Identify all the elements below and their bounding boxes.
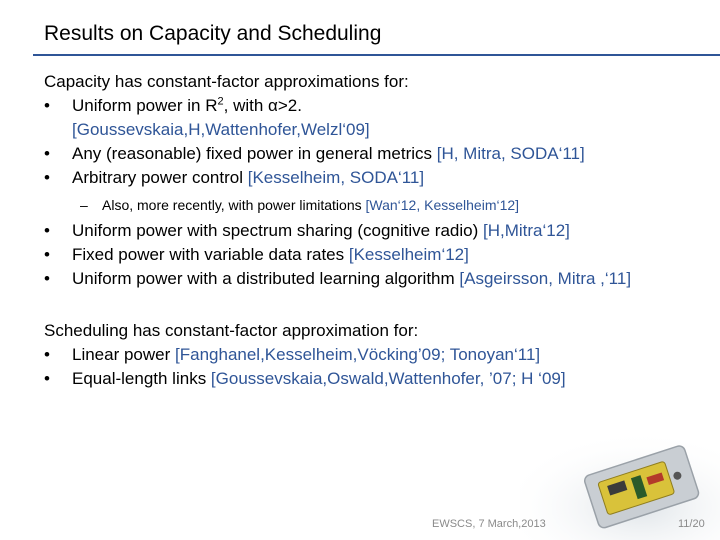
- bullet-text: , with α>2.: [223, 96, 302, 115]
- bullet-uniform-power: [44, 94, 704, 142]
- bullet-text: Uniform power with a distributed learning algorithm: [72, 269, 460, 288]
- footer-event: EWSCS, 7 March,2013: [432, 518, 546, 530]
- bullet-marker: •: [44, 168, 50, 187]
- bullet-marker: •: [44, 144, 50, 163]
- citation: [Asgeirsson, Mitra ,‘11]: [459, 269, 632, 288]
- citation: [Fanghanel,Kesselheim,Vöcking’09; Tonoyan‘11]: [175, 345, 541, 364]
- title-divider: [33, 54, 720, 56]
- citation: [Goussevskaia,H,Wattenhofer,Welzl‘09]: [72, 120, 370, 139]
- bullet-spectrum-sharing: [44, 219, 704, 243]
- bullet-marker: •: [44, 96, 50, 115]
- slide-body: [44, 70, 704, 391]
- bullet-marker: •: [44, 369, 50, 388]
- bullet-linear-power: [44, 343, 704, 367]
- bullet-variable-rates: [44, 243, 704, 267]
- citation: [Goussevskaia,Oswald,Wattenhofer, ’07; H ‘09]: [210, 369, 566, 388]
- capacity-intro: Capacity has constant-factor approximations for:: [44, 72, 409, 91]
- citation: [H,Mitra‘12]: [483, 221, 570, 240]
- bullet-text: Equal-length links: [72, 369, 211, 388]
- bullet-fixed-power: [44, 142, 704, 166]
- citation: [Kesselheim‘12]: [348, 245, 469, 264]
- bullet-text: Arbitrary power control: [72, 168, 248, 187]
- bullet-marker: •: [44, 269, 50, 288]
- citation: [H, Mitra, SODA‘11]: [436, 144, 585, 163]
- bullet-text: Uniform power in R: [72, 96, 218, 115]
- bullet-marker: •: [44, 221, 50, 240]
- scheduling-intro: Scheduling has constant-factor approximation for:: [44, 321, 419, 340]
- slide-title: Results on Capacity and Scheduling: [44, 22, 382, 45]
- sub-bullet-power-limitations: [80, 196, 704, 215]
- citation: [Kesselheim, SODA‘11]: [247, 168, 425, 187]
- bullet-marker: •: [44, 245, 50, 264]
- bullet-text: Any (reasonable) fixed power in general metrics: [72, 144, 437, 163]
- bullet-marker: •: [44, 345, 50, 364]
- bullet-equal-length: [44, 367, 704, 391]
- citation: [Wan‘12, Kesselheim‘12]: [365, 197, 520, 213]
- bullet-text: Fixed power with variable data rates: [72, 245, 349, 264]
- superscript: 2: [217, 95, 224, 108]
- bullet-text: Linear power: [72, 345, 176, 364]
- bullet-distributed-learning: [44, 267, 704, 291]
- bullet-text: Uniform power with spectrum sharing (cognitive radio): [72, 221, 483, 240]
- footer-page-number: 11/20: [678, 518, 705, 530]
- spacer: [44, 291, 704, 319]
- bullet-arbitrary-power: [44, 166, 704, 190]
- sub-bullet-text: Also, more recently, with power limitations: [102, 197, 366, 213]
- sub-bullet-marker: –: [80, 197, 88, 213]
